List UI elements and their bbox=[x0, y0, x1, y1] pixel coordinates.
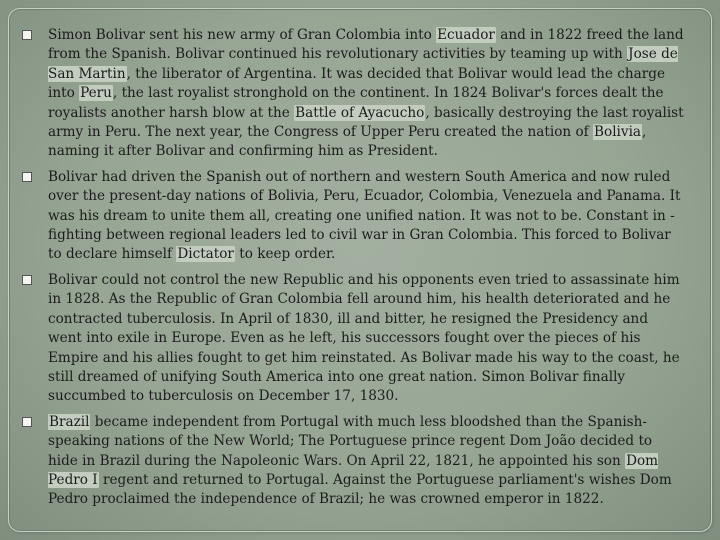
highlight-term: Ecuador bbox=[437, 27, 495, 43]
bullet-text: Simon Bolivar sent his new army of Gran Colombia into Ecuador and in 1822 freed the land from the Spanish. Bolivar continued his revolutionary activities by teaming up with Jose de San Martin, the liberator of Argentina. It was decided that Bolivar would lead the charge into Peru, the last royalist stronghold on the continent. In 1824 Bolivar's forces dealt the royalists another harsh blow at the Battle of Ayacucho, basically destroying the last royalist army in Peru. The next year, the Congress of Upper Peru created the nation of Bolivia, naming it after Bolivar and confirming him as President. bbox=[48, 27, 684, 160]
square-bullet-icon bbox=[22, 172, 32, 182]
bullet-text: Brazil became independent from Portugal with much less bloodshed than the Spanish-speaking nations of the New World; The Portuguese prince regent Dom João decided to hide in Brazil during the Napoleonic Wars. On April 22, 1821, he appointed his son Dom Pedro I regent and returned to Portugal. Against the Portuguese parliament's wishes Dom Pedro proclaimed the independence of Brazil; he was crowned emperor in 1822. bbox=[48, 413, 672, 508]
bullet-text: Bolivar could not control the new Republic and his opponents even tried to assassinate him in 1828. As the Republic of Gran Colombia fell around him, his health deteriorated and he contracted tuberculosis. In April of 1830, ill and bitter, he resigned the Presidency and went into exile in Europe. Even as he left, his successors fought over the pieces of his Empire and his allies fought to get him reinstated. As Bolivar made his way to the coast, he still dreamed of unifying South America into one great nation. Simon Bolivar finally succumbed to tuberculosis on December 17, 1830. bbox=[48, 271, 680, 405]
highlight-term: Peru bbox=[80, 85, 112, 102]
square-bullet-icon bbox=[22, 275, 32, 285]
highlight-term: Jose de San Martin bbox=[48, 46, 678, 82]
square-bullet-icon bbox=[22, 30, 32, 40]
bullet-item bbox=[22, 413, 686, 510]
highlight-term: Dom Pedro I bbox=[48, 452, 659, 488]
bullet-list bbox=[22, 26, 686, 516]
square-bullet-icon bbox=[22, 417, 32, 427]
bullet-text: Bolivar had driven the Spanish out of northern and western South America and now ruled over the present-day nations of Bolivia, Peru, Ecuador, Colombia, Venezuela and Panama. It was his dream to unite them all, creating one unified nation. It was not to be. Constant in -fighting between regional leaders led to civil war in Gran Colombia. This forced to Bolivar to declare himself Dictator to keep order. bbox=[48, 168, 681, 263]
highlight-term: Dictator bbox=[177, 246, 234, 263]
highlight-term: Bolivia bbox=[594, 124, 642, 141]
highlight-term: Battle of Ayacucho bbox=[295, 104, 425, 121]
bullet-item bbox=[22, 26, 686, 162]
highlight-term: Brazil bbox=[49, 413, 90, 430]
bullet-item bbox=[22, 168, 686, 265]
bullet-item bbox=[22, 271, 686, 407]
